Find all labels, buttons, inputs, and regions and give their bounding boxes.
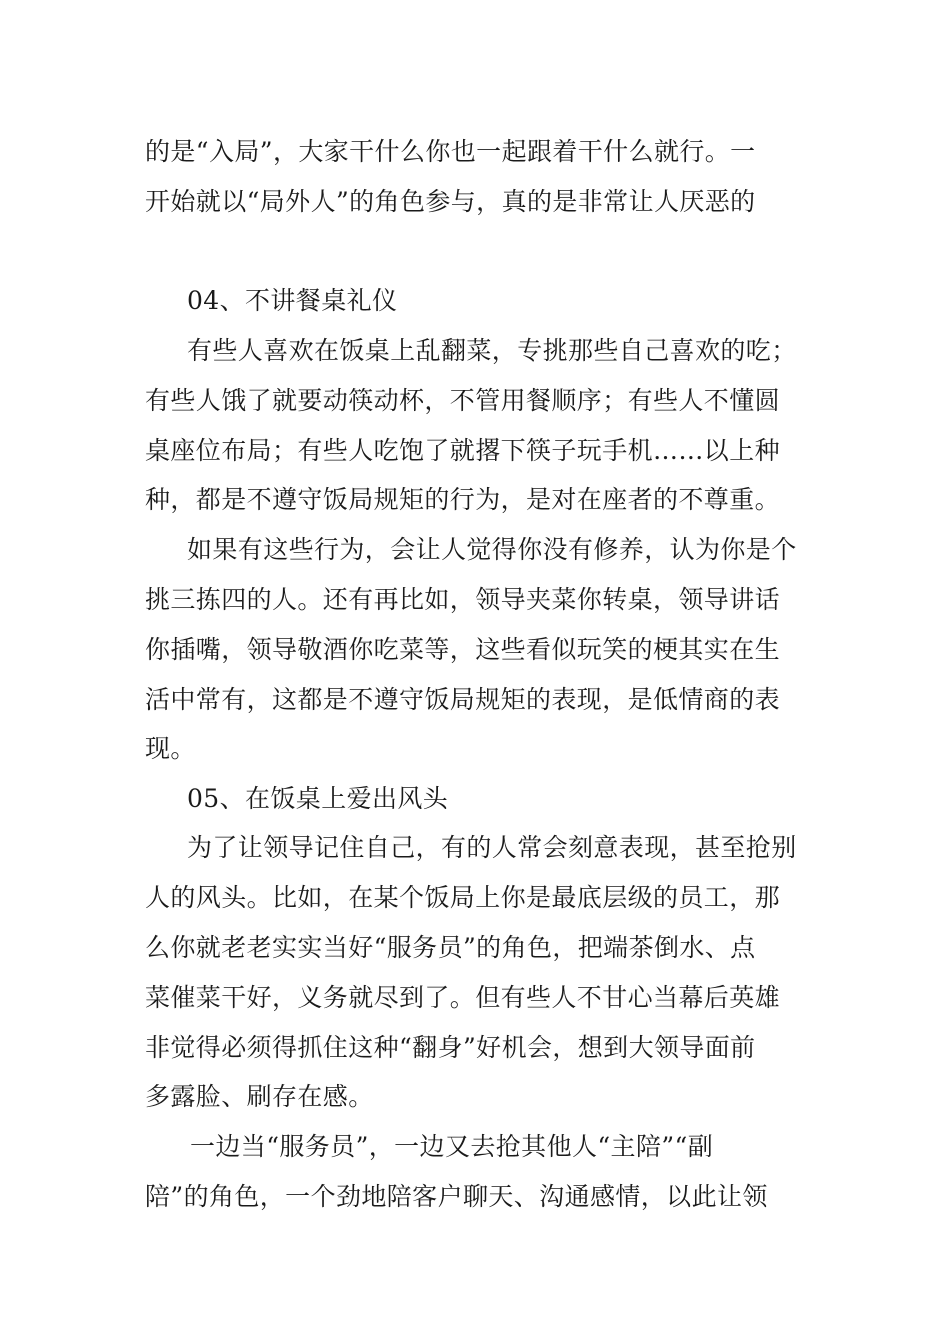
body-text-line: 开始就以“局外人”的角色参与，真的是非常让人厌恶的 [145,187,756,216]
body-text-line: 的是“入局”，大家干什么你也一起跟着干什么就行。一 [145,137,756,166]
body-text-line: 人的风头。比如，在某个饭局上你是最底层级的员工，那 [145,883,781,912]
body-text-line: 菜催菜干好，义务就尽到了。但有些人不甘心当幕后英雄 [145,983,781,1012]
body-text-line: 有些人喜欢在饭桌上乱翻菜，专挑那些自己喜欢的吃； [187,336,797,365]
body-text-line: 为了让领导记住自己，有的人常会刻意表现，甚至抢别 [187,833,797,862]
body-text-line: 有些人饿了就要动筷动杯，不管用餐顺序；有些人不懂圆 [145,386,781,415]
body-text-line: 活中常有，这都是不遵守饭局规矩的表现，是低情商的表 [145,685,781,714]
section-heading: 04、不讲餐桌礼仪 [187,286,398,315]
body-text-line: 挑三拣四的人。还有再比如，领导夹菜你转桌，领导讲话 [145,585,781,614]
body-text-line: 你插嘴，领导敬酒你吃菜等，这些看似玩笑的梗其实在生 [145,635,781,664]
body-text-line: 种，都是不遵守饭局规矩的行为，是对在座者的不尊重。 [145,485,781,514]
body-text-line: 一边当“服务员”，一边又去抢其他人“主陪”“副 [190,1132,714,1161]
body-text-line: 非觉得必须得抓住这种“翻身”好机会，想到大领导面前 [145,1033,756,1062]
body-text-line: 桌座位布局；有些人吃饱了就撂下筷子玩手机……以上种 [145,436,781,465]
body-text-line: 陪”的角色，一个劲地陪客户聊天、沟通感情，以此让领 [145,1182,768,1211]
body-text-line: 么你就老老实实当好“服务员”的角色，把端茶倒水、点 [145,933,756,962]
section-heading: 05、在饭桌上爱出风头 [187,784,449,813]
body-text-line: 如果有这些行为，会让人觉得你没有修养，认为你是个 [187,535,797,564]
body-text-line: 现。 [145,734,196,763]
body-text-line: 多露脸、刷存在感。 [145,1082,374,1111]
